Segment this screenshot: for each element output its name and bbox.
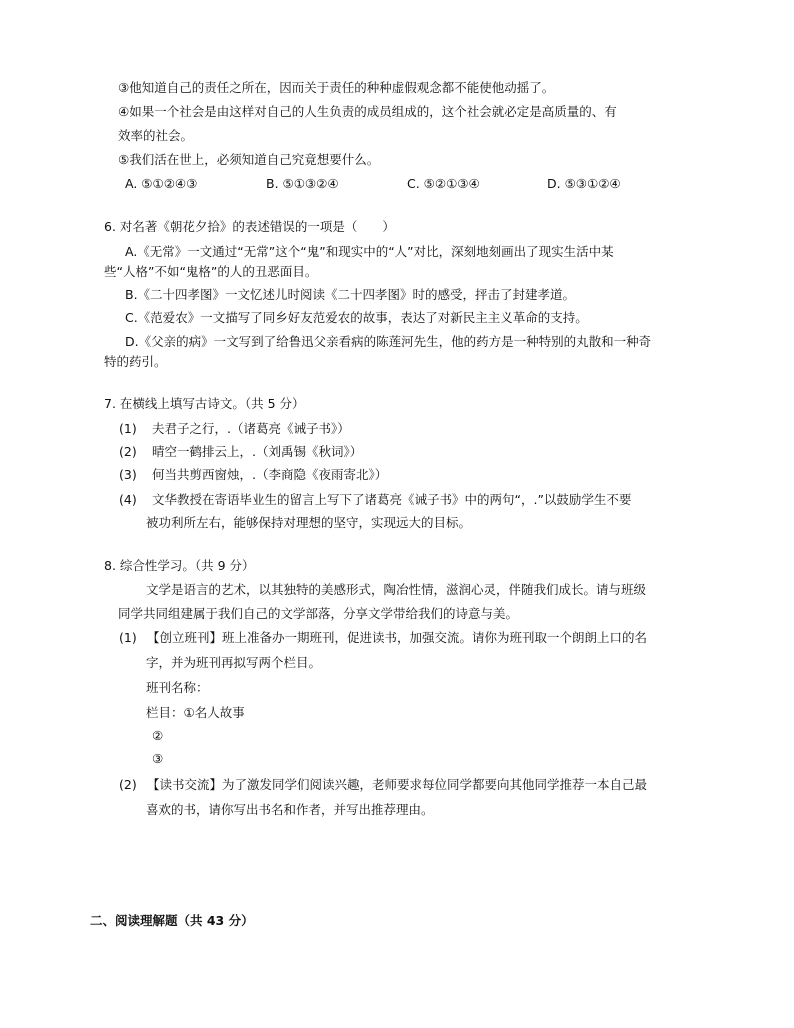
q7-item-3-num: (3) xyxy=(119,467,137,482)
q8-part2-num: (2) xyxy=(119,777,137,792)
q8-intro-line1: 文学是语言的艺术，以其独特的美感形式，陶冶性情，滋润心灵，伴随我们成长。请与班级 xyxy=(146,582,647,597)
q7-item-4-text: 文华教授在寄语毕业生的留言上写下了诸葛亮《诫子书》中的两句“，.”以鼓励学生不要 xyxy=(152,492,632,507)
q5-item-4-line1: ④如果一个社会是由这样对自己的人生负责的成员组成的，这个社会就必定是高质量的、有 xyxy=(118,104,617,119)
q6-option-a-line2: 些“人格”不如“鬼格”的人的丑恶面目。 xyxy=(104,264,318,279)
q8-column-label: 栏目：①名人故事 xyxy=(146,705,245,720)
q5-item-3: ③他知道自己的责任之所在，因而关于责任的种种虚假观念都不能使他动摇了。 xyxy=(118,80,555,95)
q7-item-1-num: (1) xyxy=(119,421,137,436)
q5-option-d: D. ⑤③①②④ xyxy=(547,176,621,191)
q8-stem: 8. 综合性学习。（共 9 分） xyxy=(104,558,255,573)
q6-stem: 6. 对名著《朝花夕拾》的表述错误的一项是（ ） xyxy=(104,219,395,234)
q7-item-2-num: (2) xyxy=(119,444,137,459)
q8-part1-line2: 字，并为班刊再拟写两个栏目。 xyxy=(146,655,322,670)
q8-part2-line1: 【读书交流】为了激发同学们阅读兴趣，老师要求每位同学都要向其他同学推荐一本自己最 xyxy=(147,777,648,792)
q7-stem: 7. 在横线上填写古诗文。（共 5 分） xyxy=(104,396,305,411)
q5-item-4-line2: 效率的社会。 xyxy=(118,128,194,143)
q5-option-a: A. ⑤①②④③ xyxy=(125,176,198,191)
q8-part1-num: (1) xyxy=(119,630,137,645)
q7-item-4-line2: 被功利所左右，能够保持对理想的坚守，实现远大的目标。 xyxy=(146,515,472,530)
q8-part1-line1: 【创立班刊】班上准备办一期班刊，促进读书，加强交流。请你为班刊取一个朗朗上口的名 xyxy=(147,630,648,645)
q8-column-3: ③ xyxy=(152,751,164,766)
q6-option-d-line2: 特的药引。 xyxy=(104,354,167,369)
q7-item-2-text: 晴空一鹤排云上，.（刘禹锡《秋词》） xyxy=(152,444,363,459)
q7-item-4-num: (4) xyxy=(119,492,137,507)
section-2-title: 二、阅读理解题（共 43 分） xyxy=(90,913,254,928)
q6-option-c: C.《范爱农》一文描写了同乡好友范爱农的故事，表达了对新民主主义革命的支持。 xyxy=(125,310,588,325)
q7-item-1-text: 夫君子之行，.（诸葛亮《诫子书》） xyxy=(152,421,350,436)
q6-option-b: B.《二十四孝图》一文忆述儿时阅读《二十四孝图》时的感受，抨击了封建孝道。 xyxy=(125,287,576,302)
q5-option-c: C. ⑤②①③④ xyxy=(407,176,480,191)
q6-option-d-line1: D.《父亲的病》一文写到了给鲁迅父亲看病的陈莲河先生，他的药方是一种特别的丸散和一种奇 xyxy=(125,334,652,349)
q8-intro-line2: 同学共同组建属于我们自己的文学部落，分享文学带给我们的诗意与美。 xyxy=(118,606,519,621)
q8-column-2: ② xyxy=(152,728,164,743)
q8-part2-line2: 喜欢的书，请你写出书名和作者，并写出推荐理由。 xyxy=(146,802,434,817)
q5-option-b: B. ⑤①③②④ xyxy=(266,176,339,191)
q5-item-5: ⑤我们活在世上，必须知道自己究竟想要什么。 xyxy=(118,152,380,167)
q7-item-3-text: 何当共剪西窗烛，.（李商隐《夜雨寄北》） xyxy=(152,467,388,482)
q8-name-label: 班刊名称： xyxy=(146,680,209,695)
q6-option-a-line1: A.《无常》一文通过“无常”这个“鬼”和现实中的“人”对比，深刻地刻画出了现实生活中某 xyxy=(125,244,614,259)
